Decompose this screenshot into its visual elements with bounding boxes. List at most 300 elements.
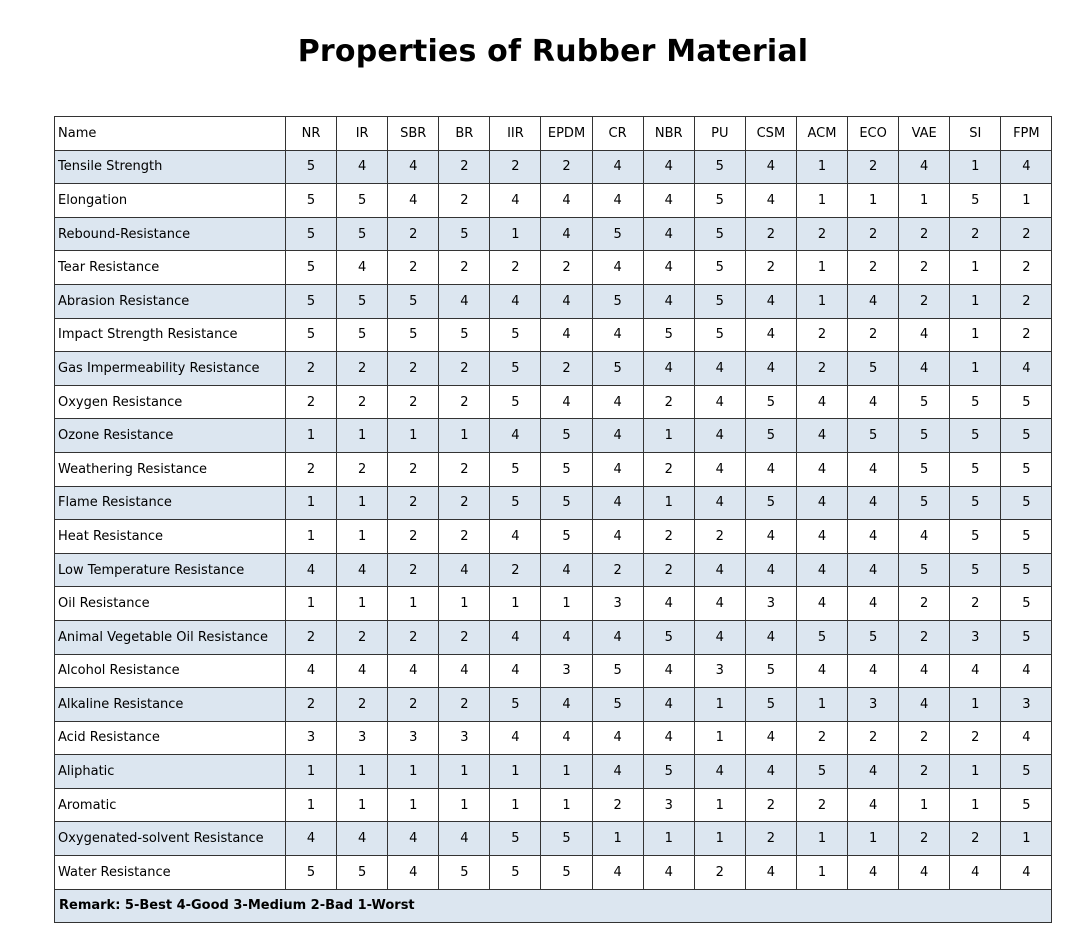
rating-cell: 2 [388, 553, 439, 587]
property-name: Oxygen Resistance [55, 385, 286, 419]
rating-cell: 1 [694, 788, 745, 822]
rating-cell: 1 [388, 419, 439, 453]
rating-cell: 1 [439, 788, 490, 822]
rating-cell: 5 [388, 284, 439, 318]
rating-cell: 4 [388, 150, 439, 184]
rating-cell: 4 [541, 721, 592, 755]
rating-cell: 2 [592, 788, 643, 822]
rating-cell: 1 [490, 587, 541, 621]
rating-cell: 3 [643, 788, 694, 822]
rating-cell: 4 [592, 486, 643, 520]
rating-cell: 4 [337, 251, 388, 285]
rating-cell: 2 [439, 150, 490, 184]
rating-cell: 5 [694, 150, 745, 184]
rating-cell: 4 [490, 654, 541, 688]
rating-cell: 5 [694, 217, 745, 251]
rating-cell: 2 [337, 352, 388, 386]
table-row [55, 822, 1052, 856]
column-header-pu: PU [694, 117, 745, 151]
column-header-name: Name [55, 117, 286, 151]
rating-cell: 4 [796, 587, 847, 621]
table-row [55, 486, 1052, 520]
rating-cell: 2 [541, 352, 592, 386]
rating-cell: 2 [745, 251, 796, 285]
rating-cell: 5 [950, 520, 1001, 554]
rating-cell: 4 [490, 520, 541, 554]
rating-cell: 5 [541, 520, 592, 554]
rating-cell: 5 [643, 620, 694, 654]
property-name: Alkaline Resistance [55, 688, 286, 722]
rating-cell: 1 [337, 755, 388, 789]
rating-cell: 4 [1001, 856, 1052, 890]
rating-cell: 5 [388, 318, 439, 352]
rating-cell: 4 [490, 284, 541, 318]
rating-cell: 5 [694, 251, 745, 285]
column-header-fpm: FPM [1001, 117, 1052, 151]
rating-cell: 3 [286, 721, 337, 755]
rating-cell: 3 [337, 721, 388, 755]
rating-cell: 4 [592, 856, 643, 890]
rating-cell: 5 [1001, 620, 1052, 654]
rating-cell: 2 [439, 486, 490, 520]
rating-cell: 1 [337, 520, 388, 554]
rating-cell: 1 [694, 721, 745, 755]
property-name: Oil Resistance [55, 587, 286, 621]
rating-cell: 1 [950, 318, 1001, 352]
rating-cell: 4 [643, 587, 694, 621]
column-header-eco: ECO [848, 117, 899, 151]
rating-cell: 2 [439, 520, 490, 554]
rating-cell: 4 [643, 721, 694, 755]
rating-cell: 4 [388, 856, 439, 890]
rating-cell: 5 [848, 620, 899, 654]
rating-cell: 4 [592, 385, 643, 419]
property-name: Elongation [55, 184, 286, 218]
rating-cell: 1 [286, 587, 337, 621]
property-name: Abrasion Resistance [55, 284, 286, 318]
rating-cell: 4 [796, 385, 847, 419]
rating-cell: 4 [439, 553, 490, 587]
rating-cell: 2 [643, 520, 694, 554]
property-name: Tear Resistance [55, 251, 286, 285]
rating-cell: 4 [490, 419, 541, 453]
rating-cell: 4 [541, 553, 592, 587]
rating-cell: 3 [388, 721, 439, 755]
rating-cell: 2 [541, 251, 592, 285]
rating-cell: 5 [1001, 755, 1052, 789]
rating-cell: 2 [388, 352, 439, 386]
rating-cell: 4 [286, 553, 337, 587]
rating-cell: 5 [950, 553, 1001, 587]
rating-cell: 5 [950, 184, 1001, 218]
rating-cell: 4 [694, 352, 745, 386]
rating-cell: 1 [848, 184, 899, 218]
rating-cell: 1 [796, 184, 847, 218]
rating-cell: 4 [745, 620, 796, 654]
rating-cell: 5 [490, 452, 541, 486]
rating-cell: 1 [643, 486, 694, 520]
table-row [55, 721, 1052, 755]
rating-cell: 2 [899, 251, 950, 285]
rating-cell: 4 [541, 385, 592, 419]
rating-cell: 3 [1001, 688, 1052, 722]
rating-cell: 5 [592, 284, 643, 318]
rating-cell: 1 [1001, 184, 1052, 218]
rating-cell: 2 [848, 318, 899, 352]
rating-cell: 2 [541, 150, 592, 184]
rating-cell: 4 [541, 318, 592, 352]
rating-cell: 4 [694, 587, 745, 621]
rating-cell: 1 [796, 856, 847, 890]
table-row [55, 553, 1052, 587]
rating-cell: 2 [1001, 251, 1052, 285]
rating-cell: 4 [643, 251, 694, 285]
rating-cell: 4 [592, 755, 643, 789]
rating-cell: 4 [694, 385, 745, 419]
rating-cell: 1 [643, 822, 694, 856]
rating-cell: 5 [337, 217, 388, 251]
table-row [55, 352, 1052, 386]
rating-cell: 4 [899, 352, 950, 386]
rating-cell: 4 [848, 788, 899, 822]
rating-cell: 2 [745, 788, 796, 822]
rating-cell: 4 [388, 654, 439, 688]
rating-cell: 5 [796, 620, 847, 654]
rating-cell: 2 [796, 318, 847, 352]
rating-cell: 2 [848, 251, 899, 285]
rating-cell: 5 [694, 284, 745, 318]
rating-cell: 4 [337, 822, 388, 856]
rating-cell: 2 [388, 486, 439, 520]
rating-cell: 4 [796, 486, 847, 520]
rating-cell: 4 [899, 688, 950, 722]
table-row [55, 620, 1052, 654]
rating-cell: 4 [592, 721, 643, 755]
remark-text: Remark: 5-Best 4-Good 3-Medium 2-Bad 1-Worst [55, 889, 1052, 923]
rating-cell: 3 [592, 587, 643, 621]
table-row [55, 520, 1052, 554]
rating-cell: 1 [286, 486, 337, 520]
rating-cell: 1 [388, 788, 439, 822]
rating-cell: 5 [1001, 385, 1052, 419]
table-row [55, 856, 1052, 890]
rating-cell: 1 [541, 755, 592, 789]
rating-cell: 4 [439, 284, 490, 318]
rating-cell: 4 [899, 150, 950, 184]
rating-cell: 5 [337, 184, 388, 218]
rating-cell: 4 [643, 688, 694, 722]
table-row [55, 184, 1052, 218]
rating-cell: 1 [950, 352, 1001, 386]
rating-cell: 5 [490, 318, 541, 352]
rating-cell: 2 [643, 385, 694, 419]
rating-cell: 5 [592, 688, 643, 722]
rating-cell: 1 [337, 419, 388, 453]
rating-cell: 5 [848, 352, 899, 386]
rating-cell: 2 [848, 217, 899, 251]
rating-cell: 5 [286, 318, 337, 352]
rating-cell: 4 [848, 856, 899, 890]
table-row [55, 452, 1052, 486]
rating-cell: 1 [796, 284, 847, 318]
rating-cell: 2 [592, 553, 643, 587]
rating-cell: 2 [337, 385, 388, 419]
rating-cell: 2 [950, 721, 1001, 755]
rating-cell: 1 [490, 755, 541, 789]
rating-cell: 1 [388, 755, 439, 789]
rating-cell: 5 [745, 419, 796, 453]
column-header-vae: VAE [899, 117, 950, 151]
property-name: Tensile Strength [55, 150, 286, 184]
rating-cell: 4 [694, 620, 745, 654]
rating-cell: 1 [337, 788, 388, 822]
table-body [55, 150, 1052, 889]
column-header-csm: CSM [745, 117, 796, 151]
rating-cell: 2 [337, 620, 388, 654]
rating-cell: 2 [286, 385, 337, 419]
rating-cell: 5 [541, 856, 592, 890]
rating-cell: 5 [899, 486, 950, 520]
rating-cell: 5 [541, 452, 592, 486]
rating-cell: 4 [848, 385, 899, 419]
rating-cell: 4 [541, 217, 592, 251]
rating-cell: 5 [694, 318, 745, 352]
rating-cell: 2 [388, 520, 439, 554]
rating-cell: 4 [337, 150, 388, 184]
rating-cell: 5 [286, 251, 337, 285]
rating-cell: 5 [286, 284, 337, 318]
rating-cell: 4 [848, 587, 899, 621]
rating-cell: 5 [592, 654, 643, 688]
rating-cell: 5 [439, 217, 490, 251]
table-row [55, 284, 1052, 318]
rating-cell: 5 [745, 688, 796, 722]
rating-cell: 4 [643, 150, 694, 184]
table-row [55, 788, 1052, 822]
column-header-ir: IR [337, 117, 388, 151]
rating-cell: 4 [286, 654, 337, 688]
rating-cell: 2 [439, 251, 490, 285]
rating-cell: 4 [745, 318, 796, 352]
rating-cell: 3 [745, 587, 796, 621]
rating-cell: 4 [592, 419, 643, 453]
rating-cell: 2 [286, 452, 337, 486]
rating-cell: 1 [848, 822, 899, 856]
rating-cell: 4 [541, 620, 592, 654]
rating-cell: 1 [337, 587, 388, 621]
rating-cell: 5 [796, 755, 847, 789]
rating-cell: 2 [286, 352, 337, 386]
rating-cell: 5 [541, 419, 592, 453]
column-header-si: SI [950, 117, 1001, 151]
property-name: Aromatic [55, 788, 286, 822]
rating-cell: 3 [950, 620, 1001, 654]
rating-cell: 5 [745, 385, 796, 419]
rating-cell: 5 [337, 856, 388, 890]
rating-cell: 4 [745, 755, 796, 789]
rating-cell: 2 [388, 217, 439, 251]
rating-cell: 1 [490, 217, 541, 251]
rating-cell: 2 [388, 620, 439, 654]
table-row [55, 654, 1052, 688]
rating-cell: 2 [439, 620, 490, 654]
property-name: Ozone Resistance [55, 419, 286, 453]
column-header-nbr: NBR [643, 117, 694, 151]
rating-cell: 4 [643, 284, 694, 318]
rating-cell: 4 [388, 184, 439, 218]
rating-cell: 4 [541, 284, 592, 318]
rating-cell: 1 [337, 486, 388, 520]
table-row [55, 385, 1052, 419]
property-name: Animal Vegetable Oil Resistance [55, 620, 286, 654]
rating-cell: 4 [899, 856, 950, 890]
property-name: Flame Resistance [55, 486, 286, 520]
rating-cell: 1 [388, 587, 439, 621]
rating-cell: 4 [592, 251, 643, 285]
rating-cell: 5 [899, 452, 950, 486]
rating-cell: 1 [694, 822, 745, 856]
rating-cell: 3 [541, 654, 592, 688]
rating-cell: 5 [745, 486, 796, 520]
column-header-acm: ACM [796, 117, 847, 151]
rating-cell: 2 [439, 184, 490, 218]
rating-cell: 4 [848, 452, 899, 486]
rating-cell: 2 [1001, 284, 1052, 318]
rating-cell: 4 [592, 452, 643, 486]
rating-cell: 5 [643, 318, 694, 352]
rating-cell: 2 [490, 553, 541, 587]
rating-cell: 4 [337, 654, 388, 688]
rating-cell: 5 [1001, 587, 1052, 621]
table-row [55, 251, 1052, 285]
rating-cell: 4 [694, 553, 745, 587]
rating-cell: 4 [694, 755, 745, 789]
rating-cell: 2 [848, 721, 899, 755]
rating-cell: 4 [796, 520, 847, 554]
rating-cell: 2 [899, 620, 950, 654]
rating-cell: 1 [950, 688, 1001, 722]
column-header-cr: CR [592, 117, 643, 151]
rating-cell: 5 [541, 486, 592, 520]
rating-cell: 2 [745, 822, 796, 856]
rating-cell: 4 [592, 150, 643, 184]
rating-cell: 4 [848, 520, 899, 554]
rating-cell: 1 [950, 251, 1001, 285]
rating-cell: 2 [286, 620, 337, 654]
rating-cell: 5 [490, 856, 541, 890]
rating-cell: 4 [1001, 721, 1052, 755]
rating-cell: 4 [950, 856, 1001, 890]
rating-cell: 5 [439, 856, 490, 890]
rating-cell: 4 [950, 654, 1001, 688]
rating-cell: 2 [694, 520, 745, 554]
rating-cell: 2 [388, 251, 439, 285]
rating-cell: 4 [848, 553, 899, 587]
rating-cell: 1 [286, 520, 337, 554]
rating-cell: 5 [848, 419, 899, 453]
rating-cell: 2 [694, 856, 745, 890]
table-row [55, 318, 1052, 352]
rating-cell: 2 [643, 452, 694, 486]
column-header-br: BR [439, 117, 490, 151]
rating-cell: 5 [950, 452, 1001, 486]
property-name: Oxygenated-solvent Resistance [55, 822, 286, 856]
property-name: Heat Resistance [55, 520, 286, 554]
rating-cell: 4 [796, 452, 847, 486]
rating-cell: 5 [1001, 520, 1052, 554]
rating-cell: 4 [745, 553, 796, 587]
rating-cell: 1 [899, 184, 950, 218]
rating-cell: 1 [694, 688, 745, 722]
rating-cell: 1 [286, 419, 337, 453]
table-header-row [55, 117, 1052, 151]
rating-cell: 4 [796, 654, 847, 688]
remark-row [55, 889, 1052, 923]
rating-cell: 2 [1001, 318, 1052, 352]
rating-cell: 5 [490, 385, 541, 419]
property-name: Gas Impermeability Resistance [55, 352, 286, 386]
rating-cell: 4 [848, 654, 899, 688]
rating-cell: 5 [1001, 553, 1052, 587]
rating-cell: 4 [745, 721, 796, 755]
rating-cell: 2 [796, 788, 847, 822]
rating-cell: 4 [745, 352, 796, 386]
rating-cell: 2 [796, 352, 847, 386]
rating-cell: 5 [490, 822, 541, 856]
rating-cell: 5 [899, 553, 950, 587]
rating-cell: 4 [848, 755, 899, 789]
rating-cell: 5 [490, 352, 541, 386]
rating-cell: 2 [388, 452, 439, 486]
rating-cell: 1 [541, 587, 592, 621]
rating-cell: 4 [643, 217, 694, 251]
rating-cell: 5 [1001, 452, 1052, 486]
rating-cell: 1 [950, 755, 1001, 789]
rating-cell: 5 [592, 352, 643, 386]
rating-cell: 4 [541, 688, 592, 722]
property-name: Weathering Resistance [55, 452, 286, 486]
rating-cell: 4 [745, 284, 796, 318]
rating-cell: 5 [694, 184, 745, 218]
rating-cell: 1 [950, 788, 1001, 822]
table-row [55, 688, 1052, 722]
rating-cell: 4 [592, 184, 643, 218]
rating-cell: 4 [439, 654, 490, 688]
rating-cell: 4 [899, 318, 950, 352]
rating-cell: 1 [439, 587, 490, 621]
rating-cell: 5 [490, 486, 541, 520]
rating-cell: 4 [490, 721, 541, 755]
rating-cell: 4 [899, 520, 950, 554]
rating-cell: 2 [950, 217, 1001, 251]
rating-cell: 5 [439, 318, 490, 352]
rating-cell: 3 [694, 654, 745, 688]
rating-cell: 4 [1001, 150, 1052, 184]
rating-cell: 5 [286, 184, 337, 218]
rating-cell: 2 [439, 452, 490, 486]
rating-cell: 2 [286, 688, 337, 722]
rating-cell: 4 [694, 452, 745, 486]
rating-cell: 2 [745, 217, 796, 251]
column-header-sbr: SBR [388, 117, 439, 151]
rating-cell: 4 [694, 419, 745, 453]
rating-cell: 2 [439, 688, 490, 722]
rating-cell: 5 [490, 688, 541, 722]
rating-cell: 1 [796, 251, 847, 285]
rating-cell: 4 [337, 553, 388, 587]
rating-cell: 4 [694, 486, 745, 520]
rating-cell: 5 [286, 856, 337, 890]
